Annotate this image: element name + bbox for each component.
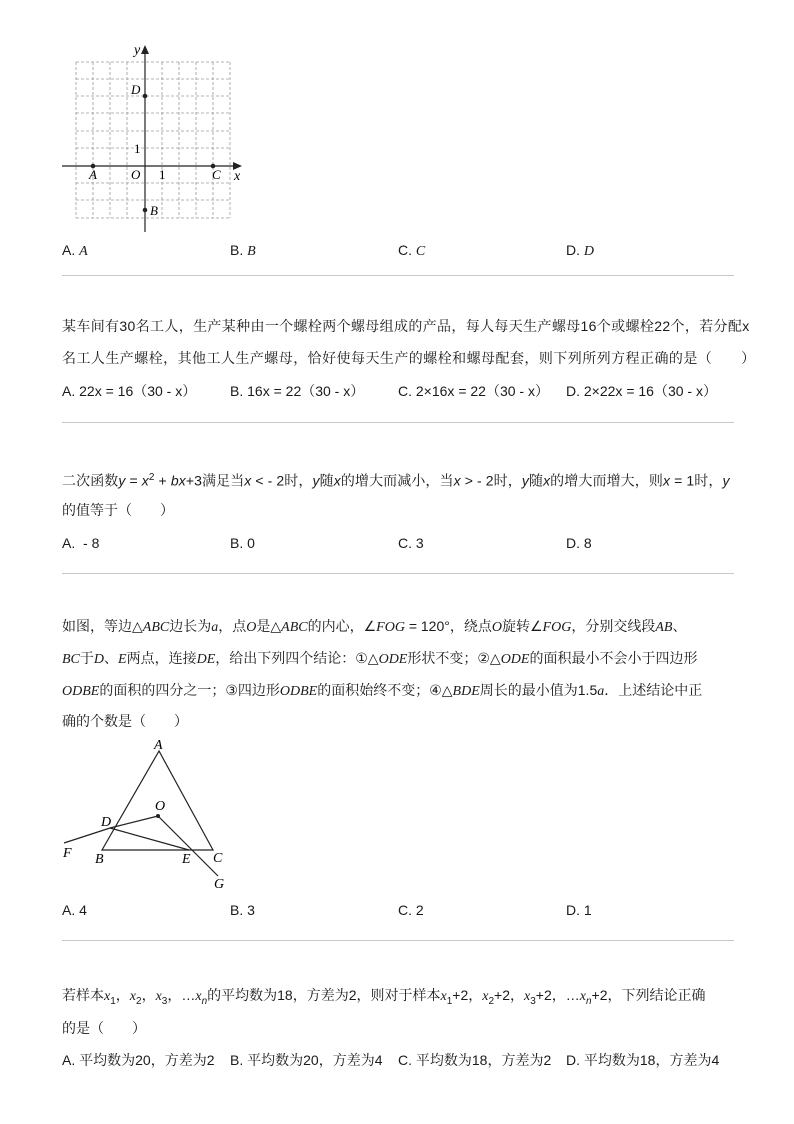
q2-text-line1: 某车间有30名工人，生产某种由一个螺栓两个螺母组成的产品，每人每天生产螺母16个或螺栓22个，若分配x bbox=[62, 318, 750, 334]
q1-option-b[interactable]: B. B bbox=[230, 242, 256, 259]
triangle-figure bbox=[58, 734, 238, 894]
q2-option-b[interactable]: B. 16x = 22（30 - x） bbox=[230, 383, 365, 399]
y-axis-arrow bbox=[141, 45, 149, 54]
label-x: x bbox=[234, 169, 241, 184]
q4-option-c[interactable]: C. 2 bbox=[398, 902, 424, 918]
label-one-x: 1 bbox=[159, 167, 166, 182]
segment-f-d bbox=[64, 828, 110, 843]
divider bbox=[62, 573, 734, 574]
divider bbox=[62, 275, 734, 276]
q5-option-a[interactable]: A. 平均数为20，方差为2 bbox=[62, 1052, 215, 1068]
segment-o-g bbox=[158, 816, 218, 876]
divider bbox=[62, 422, 734, 423]
q3-text-line1: 二次函数$y = x^2 + bx+3$满足当x < - 2时，y随x的增大而减小，当x > - 2时，y随x的增大而增大，则x = 1时，y bbox=[62, 472, 730, 489]
q3-text-line2: 的值等于（ ） bbox=[62, 502, 174, 518]
segment-d-o bbox=[110, 816, 158, 828]
q4-option-b[interactable]: B. 3 bbox=[230, 902, 255, 918]
point-d bbox=[143, 94, 148, 99]
segment-d-e bbox=[110, 828, 189, 850]
label-c: C bbox=[212, 167, 221, 182]
q5-text-line2: 的是（ ） bbox=[62, 1020, 146, 1036]
point-b bbox=[143, 208, 148, 213]
label-e: E bbox=[182, 852, 191, 867]
q2-option-c[interactable]: C. 2×16x = 22（30 - x） bbox=[398, 383, 549, 399]
label-o: O bbox=[155, 799, 166, 814]
q4-text-line3: ODBE的面积的四分之一；③四边形ODBE的面积始终不变；④△BDE周长的最小值为1.5a．上述结论中正 bbox=[62, 682, 703, 699]
q2-text-line2: 名工人生产螺栓，其他工人生产螺母，恰好使每天生产的螺栓和螺母配套，则下列所列方程正确的是（ ） bbox=[62, 350, 756, 366]
coordinate-grid-figure bbox=[58, 40, 258, 240]
q3-option-d[interactable]: D. 8 bbox=[566, 535, 592, 551]
q2-option-d[interactable]: D. 2×22x = 16（30 - x） bbox=[566, 383, 717, 399]
label-g: G bbox=[214, 877, 225, 892]
q1-option-d[interactable]: D. D bbox=[566, 242, 595, 259]
q4-text-line4: 确的个数是（ ） bbox=[62, 713, 188, 729]
q3-option-c[interactable]: C. 3 bbox=[398, 535, 424, 551]
divider bbox=[62, 940, 734, 941]
q5-option-c[interactable]: C. 平均数为18，方差为2 bbox=[398, 1052, 552, 1068]
grid-lines bbox=[76, 62, 230, 218]
q5-option-b[interactable]: B. 平均数为20，方差为4 bbox=[230, 1052, 383, 1068]
label-y: y bbox=[134, 43, 141, 58]
label-b: B bbox=[150, 203, 158, 218]
label-o: O bbox=[131, 167, 141, 182]
q3-option-b[interactable]: B. 0 bbox=[230, 535, 255, 551]
q2-option-a[interactable]: A. 22x = 16（30 - x） bbox=[62, 383, 197, 399]
label-one-y: 1 bbox=[134, 141, 141, 156]
point-o bbox=[156, 814, 160, 818]
q3-option-a[interactable]: A. - 8 bbox=[62, 535, 100, 551]
q5-text-line1: 若样本$x_1$，$x_2$，$x_3$，$\dots x_n$的平均数为18，方差为2，则对于样本$x_1+2$，$x_2+2$，$x_3+2$，$\dots x_n+2$，下列结论正确 bbox=[62, 987, 706, 1007]
label-f: F bbox=[63, 846, 72, 861]
q4-option-a[interactable]: A. 4 bbox=[62, 902, 87, 918]
label-a: A bbox=[154, 738, 163, 753]
q1-option-a[interactable]: A. A bbox=[62, 242, 88, 259]
label-b: B bbox=[95, 852, 104, 867]
q5-option-d[interactable]: D. 平均数为18，方差为4 bbox=[566, 1052, 720, 1068]
q1-option-c[interactable]: C. C bbox=[398, 242, 426, 259]
q4-text-line1: 如图，等边△ABC边长为a，点O是△ABC的内心，∠FOG = 120°，绕点O旋转∠FOG，分别交线段AB、 bbox=[62, 618, 687, 635]
label-c: C bbox=[213, 851, 223, 866]
q4-text-line2: BC于D、E两点，连接DE，给出下列四个结论：①△ODE形状不变；②△ODE的面积最小不会小于四边形 bbox=[62, 650, 698, 667]
q4-option-d[interactable]: D. 1 bbox=[566, 902, 592, 918]
label-d: D bbox=[131, 82, 141, 97]
label-d: D bbox=[101, 815, 112, 830]
label-a: A bbox=[89, 167, 97, 182]
